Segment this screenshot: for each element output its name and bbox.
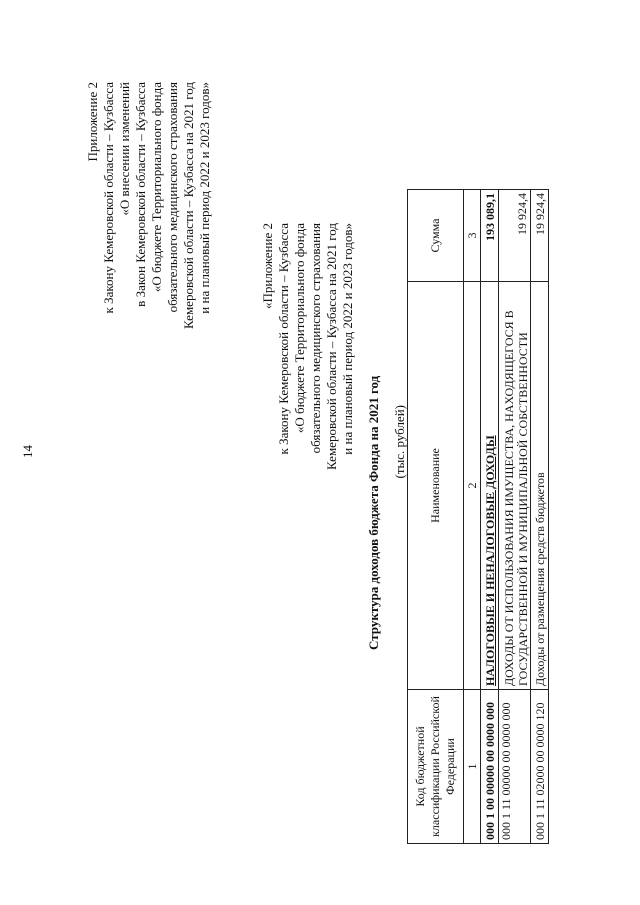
attachment-header-new	[85, 82, 213, 329]
attachment-line: обязательного медицинского страхования	[308, 223, 323, 454]
income-structure-table	[407, 189, 549, 844]
row-sum: 19 924,4	[531, 190, 549, 282]
table-row	[481, 190, 499, 844]
header-sum: Сумма	[408, 190, 464, 282]
attachment-line: в Закон Кемеровской области – Кузбасса	[133, 82, 148, 307]
column-number: 3	[464, 190, 481, 282]
row-code: 000 1 11 00000 00 0000 000	[499, 690, 531, 844]
row-name: ДОХОДЫ ОТ ИСПОЛЬЗОВАНИЯ ИМУЩЕСТВА, НАХОДЯЩЕГОСЯ В ГОСУДАРСТВЕННОЙ И МУНИЦИПАЛЬНОЙ СОБСТВЕННОСТИ	[499, 282, 531, 690]
table-row	[531, 190, 549, 844]
attachment-line: «О внесении изменений	[117, 82, 132, 216]
header-name: Наименование	[408, 282, 464, 690]
row-name: Доходы от размещения средств бюджетов	[531, 282, 549, 690]
document-title: Структура доходов бюджета Фонда на 2021 год	[366, 375, 381, 650]
column-number: 2	[464, 282, 481, 690]
attachment-line: «О бюджете Территориального фонда	[149, 82, 164, 293]
page-number: 14	[20, 445, 35, 458]
column-number-row	[464, 190, 481, 844]
row-code: 000 1 11 02000 00 0000 120	[531, 690, 549, 844]
row-code: 000 1 00 00000 00 0000 000	[481, 690, 499, 844]
attachment-line: «О бюджете Территориального фонда	[292, 223, 307, 434]
attachment-header-old	[260, 223, 356, 470]
row-name: НАЛОГОВЫЕ И НЕНАЛОГОВЫЕ ДОХОДЫ	[481, 282, 499, 690]
attachment-line: Приложение 2	[85, 82, 100, 162]
attachment-line: Кемеровской области – Кузбасса на 2021 год	[324, 223, 339, 470]
column-number: 1	[464, 690, 481, 844]
table-header-row	[408, 190, 464, 844]
attachment-line: к Закону Кемеровской области – Кузбасса	[101, 82, 116, 314]
table-row	[499, 190, 531, 844]
attachment-line: и на плановый период 2022 и 2023 годов»	[340, 223, 355, 455]
attachment-line: «Приложение 2	[260, 223, 275, 310]
row-sum: 19 924,4	[499, 190, 531, 282]
attachment-line: к Закону Кемеровской области – Кузбасса	[276, 223, 291, 455]
units-label: (тыс. рублей)	[392, 405, 407, 479]
header-code: Код бюджетной классификации Российской Федерации	[408, 690, 464, 844]
row-sum: 193 089,1	[481, 190, 499, 282]
attachment-line: и на плановый период 2022 и 2023 годов»	[197, 82, 212, 314]
attachment-line: обязательного медицинского страхования	[165, 82, 180, 313]
attachment-line: Кемеровской области – Кузбасса на 2021 год	[181, 82, 196, 329]
